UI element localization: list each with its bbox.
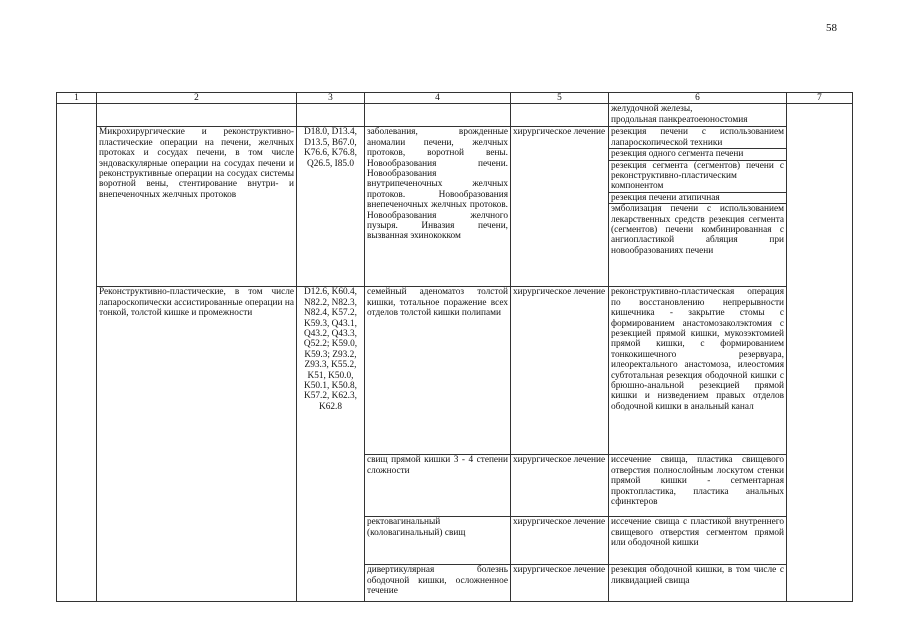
table-row xyxy=(57,127,853,287)
table-row xyxy=(57,287,853,455)
number-cell xyxy=(57,104,97,602)
header-cell: 7 xyxy=(787,93,853,104)
header-cell: 6 xyxy=(609,93,787,104)
method: иссечение свища, пластика свищевого отверстия полнослойным лоскутом стенки прямой кишки - сегментарная проктопластика, пластика анальных сфинктеров xyxy=(609,455,787,517)
treatment-type: хирургическое лечение xyxy=(511,127,609,287)
treatment-type: хирургическое лечение xyxy=(511,517,609,565)
table-row xyxy=(57,104,853,127)
method-item: эмболизация печени с использованием лекарственных средств резекция сегмента (сегментов) печени комбинированная с ангиопластикой абляция при новообразованиях печени xyxy=(611,204,784,256)
method: резекция ободочной кишки, в том числе с ликвидацией свища xyxy=(609,565,787,602)
method-item: резекция одного сегмента печени xyxy=(609,148,786,159)
diagnosis: семейный аденоматоз толстой кишки, тотальное поражение всех отделов толстой кишки полипами xyxy=(365,287,511,455)
method: реконструктивно-пластическая операция по восстановлению непрерывности кишечника - закрытие стомы с формированием анастомозаколэктомия с резекцией прямой кишки, мукозэктомией прямой кишки, с формированием тонкокишечного резервуара, илеоректального анастомоза, илеостомия субтотальная резекция ободочной кишки с брюшно-анальной резекцией прямой кишки и низведением правых отделов ободочной кишки в анальный канал xyxy=(609,287,787,455)
diagnosis: свищ прямой кишки 3 - 4 степени сложности xyxy=(365,455,511,517)
icd-codes: D18.0, D13.4, D13.5, B67.0, K76.6, K76.8, Q26.5, I85.0 xyxy=(297,127,365,287)
method-list xyxy=(609,127,787,287)
page-number: 58 xyxy=(826,22,837,34)
method-item: резекция сегмента (сегментов) печени с реконструктивно-пластическим компонентом xyxy=(611,160,784,192)
notes-cell xyxy=(787,104,853,602)
method: иссечение свища с пластикой внутреннего свищевого отверстия сегментом прямой или ободочной кишки xyxy=(609,517,787,565)
method-cell: желудочной железы, продольная панкреатоеюностомия xyxy=(609,104,787,127)
diagnosis: ректовагинальный (коловагинальный) свищ xyxy=(365,517,511,565)
method-item: резекция печени атипичная xyxy=(609,192,786,203)
diagnosis: дивертикулярная болезнь ободочной кишки, осложненное течение xyxy=(365,565,511,602)
procedure-name: Реконструктивно-пластические, в том числе лапароскопически ассистированные операции на тонкой, толстой кишке и промежности xyxy=(97,287,297,602)
table-header-row xyxy=(57,93,853,104)
header-cell: 5 xyxy=(511,93,609,104)
treatment-type: хирургическое лечение xyxy=(511,287,609,455)
procedure-name: Микрохирургические и реконструктивно-пластические операции на печени, желчных протоках и сосудах печени, в том числе эндоваскулярные операции на сосудах печени и реконструктивные операции на сосудах системы воротной вены, стентирование внутри- и внепеченочных желчных протоков xyxy=(97,127,297,287)
header-cell: 2 xyxy=(97,93,297,104)
header-cell: 3 xyxy=(297,93,365,104)
treatment-type: хирургическое лечение xyxy=(511,455,609,517)
procedures-table xyxy=(56,92,853,602)
header-cell: 1 xyxy=(57,93,97,104)
icd-codes: D12.6, K60.4, N82.2, N82.3, N82.4, K57.2, K59.3, Q43.1, Q43.2, Q43.3, Q52.2; K59.0, K59.3; Z93.2, Z93.3, K55.2, K51, K50.0, K50.1, K50.8, K57.2, K62.3, K62.8 xyxy=(297,287,365,602)
method-item: резекция печени с использованием лапароскопической техники xyxy=(611,127,784,148)
diagnosis: заболевания, врожденные аномалии печени, желчных протоков, воротной вены. Новообразования печени. Новообразования внутрипеченочных желчных протоков. Новообразования внепеченочных желчных протоков. Новообразования желчного пузыря. Инвазия печени, вызванная эхинококком xyxy=(365,127,511,287)
header-cell: 4 xyxy=(365,93,511,104)
treatment-type: хирургическое лечение xyxy=(511,565,609,602)
